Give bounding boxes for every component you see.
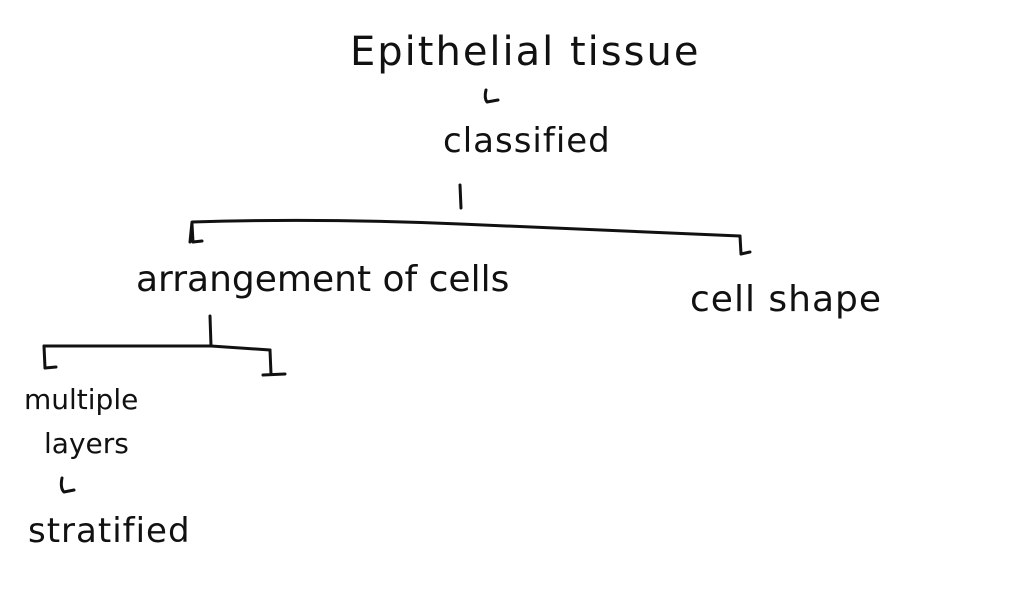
connector-classified-stem — [460, 185, 461, 208]
branch-cell-shape-label: cell shape — [690, 279, 883, 320]
root-label: Epithelial tissue — [350, 29, 701, 75]
leaf-layers-label: layers — [44, 427, 129, 460]
sub-branch-bracket — [44, 346, 270, 350]
drop-empty-branch — [263, 350, 285, 375]
branch-arrangement-label: arrangement of cells — [136, 259, 510, 300]
main-branch-bracket — [190, 220, 740, 242]
classified-label: classified — [443, 121, 611, 161]
drop-arrangement — [192, 224, 202, 242]
connector-title-to-classified — [485, 90, 498, 102]
arrangement-stem — [210, 316, 211, 346]
connector-layers-to-stratified — [61, 478, 74, 492]
drop-multiple-layers — [44, 346, 56, 368]
leaf-multiple-label: multiple — [24, 383, 139, 416]
drop-cell-shape — [740, 236, 750, 254]
result-stratified-label: stratified — [28, 511, 191, 551]
